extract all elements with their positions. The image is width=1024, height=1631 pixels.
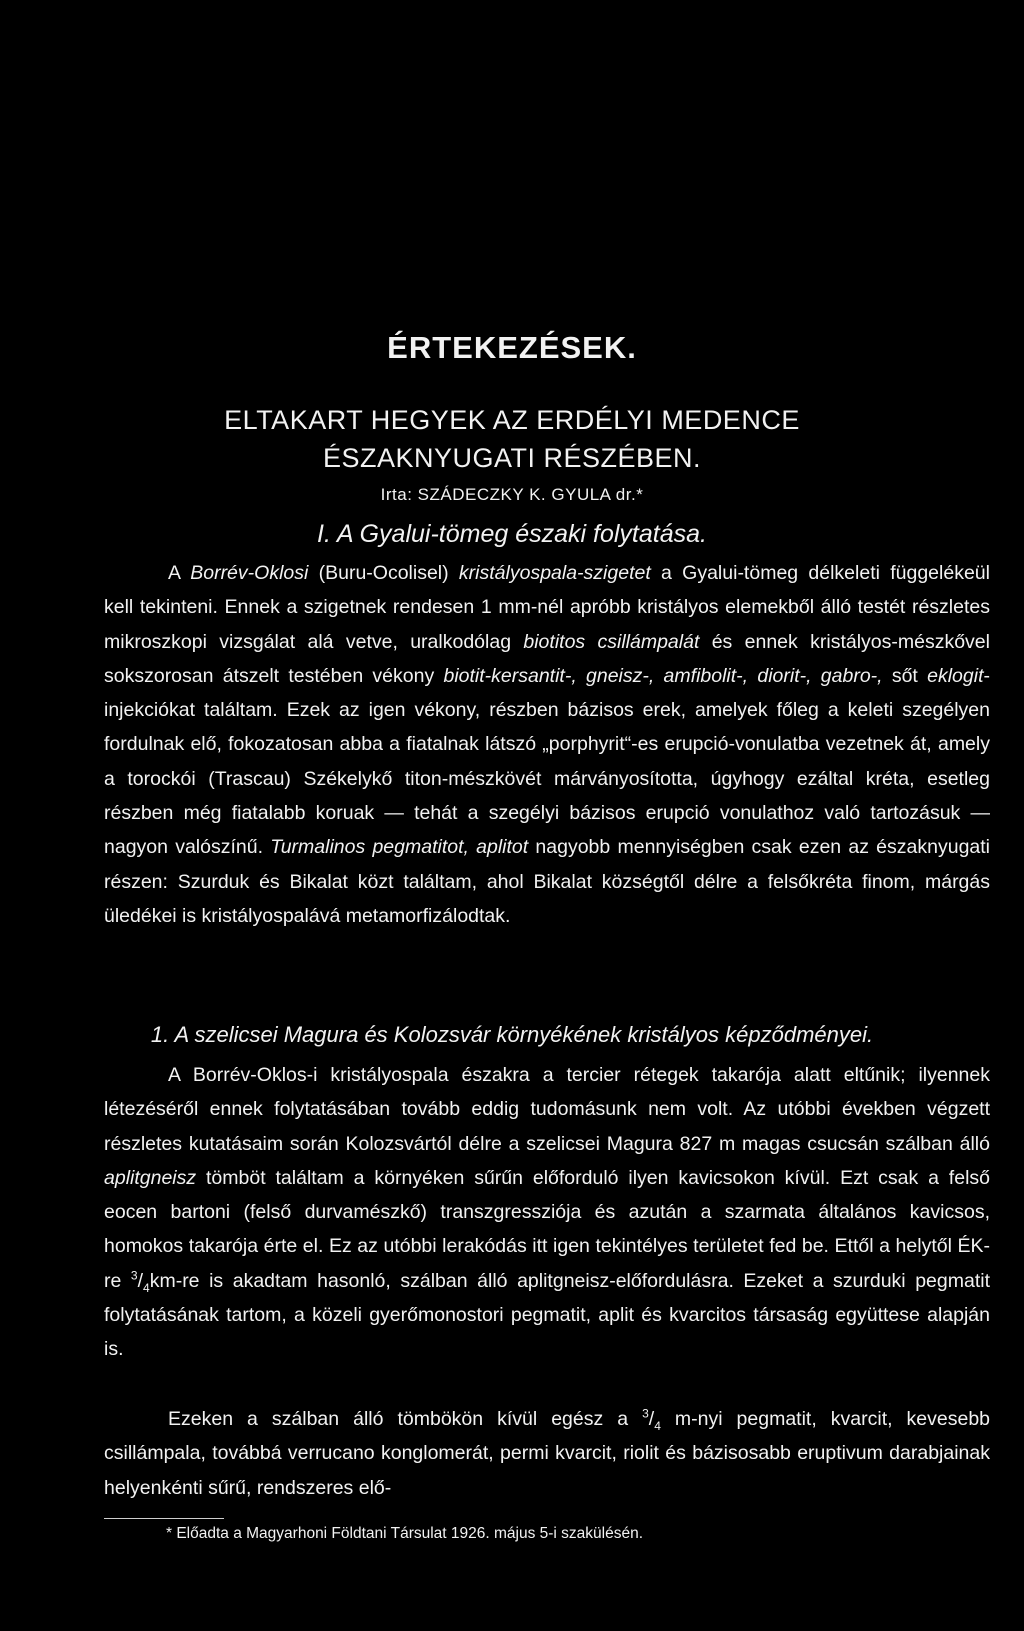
footnote: * Előadta a Magyarhoni Földtani Társulat 1926. május 5-i szakülésén. bbox=[166, 1525, 644, 1542]
subtitle-2: 1. A szelicsei Magura és Kolozsvár környékének kristályos képződményei. bbox=[150, 1022, 874, 1047]
paragraph-2: A Borrév-Oklos-i kristályospala északra a tercier rétegek takarója alatt eltűnik; ilyennek létezéséről ennek folytatásában tovább eddig tudomásunk nem volt. Az utóbbi években végzett részletes kutatásaim során Kolozsvártól délre a szelicsei Magura 827 m magas csucsán szálban álló aplitgneisz tömböt találtam a környéken sűrűn előforduló ilyen kavicsokon kívül. Ezt csak a felső eocen bartoni (felső durvamészkő) transzgressziója és azután a szarmata általános kavicsos, homokos takarója érte el. Ez az utóbbi lerakódás itt igen tekintélyes területet fed be. Ettől a helytől ÉK-re $^3/_4km-re$ is akadtam hasonló, szálban álló aplitgneisz-előfordulásra. Ezeket a szurduki pegmatit folytatásának tartom, a közeli gyerőmonostori pegmatit, aplit és kvarcitos társaság együttese alapján is. bbox=[104, 1064, 990, 1361]
text-run: tömböt találtam a környéken sűrűn előforduló ilyen kavicsokon kívül. Ezt csak a felső eocen bartoni (felső durvamészkő) transzgressziója és azután a szarmata általános kavicsos, homokos takarója érte el. Ez az utóbbi lerakódás itt igen tekintélyes területet fed be. Ettől a helytől ÉK-re bbox=[104, 1166, 990, 1292]
text-run: (Buru-Ocolisel) bbox=[308, 562, 459, 584]
author-line: Irta: SZÁDECZKY K. GYULA dr.* bbox=[380, 485, 644, 504]
text-run-italic: Borrév-Oklosi bbox=[190, 562, 309, 584]
text-run: a Gyalui-tömeg délkeleti függelékeül kell tekinteni. Ennek a szigetnek rendesen 1 mm-nél apróbb kristályos elemekből álló testét részletes mikroszkopi vizsgálat alá vetve, uralkodólag bbox=[104, 562, 990, 653]
text-run: és ennek kristályos-mészkővel sokszorosan átszelt testében vékony bbox=[104, 630, 990, 687]
text-run-italic: kristályospala-szigetet bbox=[458, 562, 651, 584]
text-run: A Borrév-Oklos-i kristályospala északra a tercier rétegek takarója alatt eltűnik; ilyennek létezéséről ennek folytatásában tovább eddig tudomásunk nem volt. Az utóbbi években végzett részletes kutatásaim során Kolozsvártól délre a szelicsei Magura 827 m magas csucsán szálban álló bbox=[104, 1064, 990, 1155]
paragraph-3: Ezeken a szálban álló tömbökön kívül egész a $^3/_4$ m-nyi pegmatit, kvarcit, kevesebb csillámpala, továbbá verrucano konglomerát, permi kvarcit, riolit és bázisosabb eruptivum darabjainak helyenkénti sűrű, rendszeres elő- bbox=[104, 1406, 991, 1499]
text-run: km-re is akadtam hasonló, szálban álló aplitgneisz-előfordulásra. Ezeket a szurduki pegmatit folytatásának tartom, a közeli gyerőmonostori pegmatit, aplit és kvarcitos társaság együttese alapján is. bbox=[104, 1269, 990, 1361]
text-run: nagyobb mennyiségben csak ezen az északnyugati részen: Szurduk és Bikalat közt találtam, ahol Bikalat községtől délre a felsőkréta finom, márgás üledékei is kristályospalává metamorfizálodtak. bbox=[104, 836, 991, 927]
text-run: -injekciókat találtam. Ezek az igen vékony, részben bázisos erek, amelyek főleg a keleti szegélyen fordulnak elő, fokozatosan abba a fiatalnak látszó „porphyrit“-es erupció-vonulatba vezetnek át, amely a torockói (Trascau) Székelykő titon-mészkövét márványosította, úgyhogy ezáltal kréta, esetleg részben még fiatalabb koruak — tehát a szegélyi bázisos erupció vonulathoz való tartozásuk — nagyon valószínű. bbox=[104, 664, 990, 859]
subtitle-1: I. A Gyalui-tömeg északi folytatása. bbox=[317, 520, 707, 548]
article-title-line-1: ELTAKART HEGYEK AZ ERDÉLYI MEDENCE bbox=[224, 405, 800, 435]
text-run-italic: eklogit bbox=[927, 664, 984, 687]
text-run-italic: Turmalinos pegmatitot, aplitot bbox=[270, 836, 529, 859]
text-run-italic: aplitgneisz bbox=[104, 1166, 197, 1189]
footnote-divider bbox=[104, 1518, 224, 1519]
article-title-line-2: ÉSZAKNYUGATI RÉSZÉBEN. bbox=[322, 443, 702, 473]
section-title: ÉRTEKEZÉSEK. bbox=[387, 330, 637, 365]
fraction-denominator: 4 bbox=[143, 1280, 150, 1295]
fraction-numerator: 3 bbox=[642, 1406, 649, 1421]
text-run: m-nyi pegmatit, kvarcit, kevesebb csillámpala, továbbá verrucano konglomerát, permi kvarcit, riolit és bázisosabb eruptivum darabjainak helyenkénti sűrű, rendszeres elő- bbox=[104, 1408, 991, 1499]
text-run-italic: biotit-kersantit-, gneisz-, amfibolit-, diorit-, gabro-, bbox=[443, 664, 883, 687]
paragraph-1 bbox=[104, 556, 990, 933]
text-run: sőt bbox=[882, 664, 928, 687]
fraction-denominator: 4 bbox=[654, 1418, 661, 1433]
fraction-numerator: 3 bbox=[130, 1268, 138, 1283]
text-run: Ezeken a szálban álló tömbökön kívül egész a bbox=[168, 1408, 643, 1430]
text-run-italic: biotitos csillámpalát bbox=[523, 630, 700, 653]
text-run: A bbox=[168, 562, 191, 584]
